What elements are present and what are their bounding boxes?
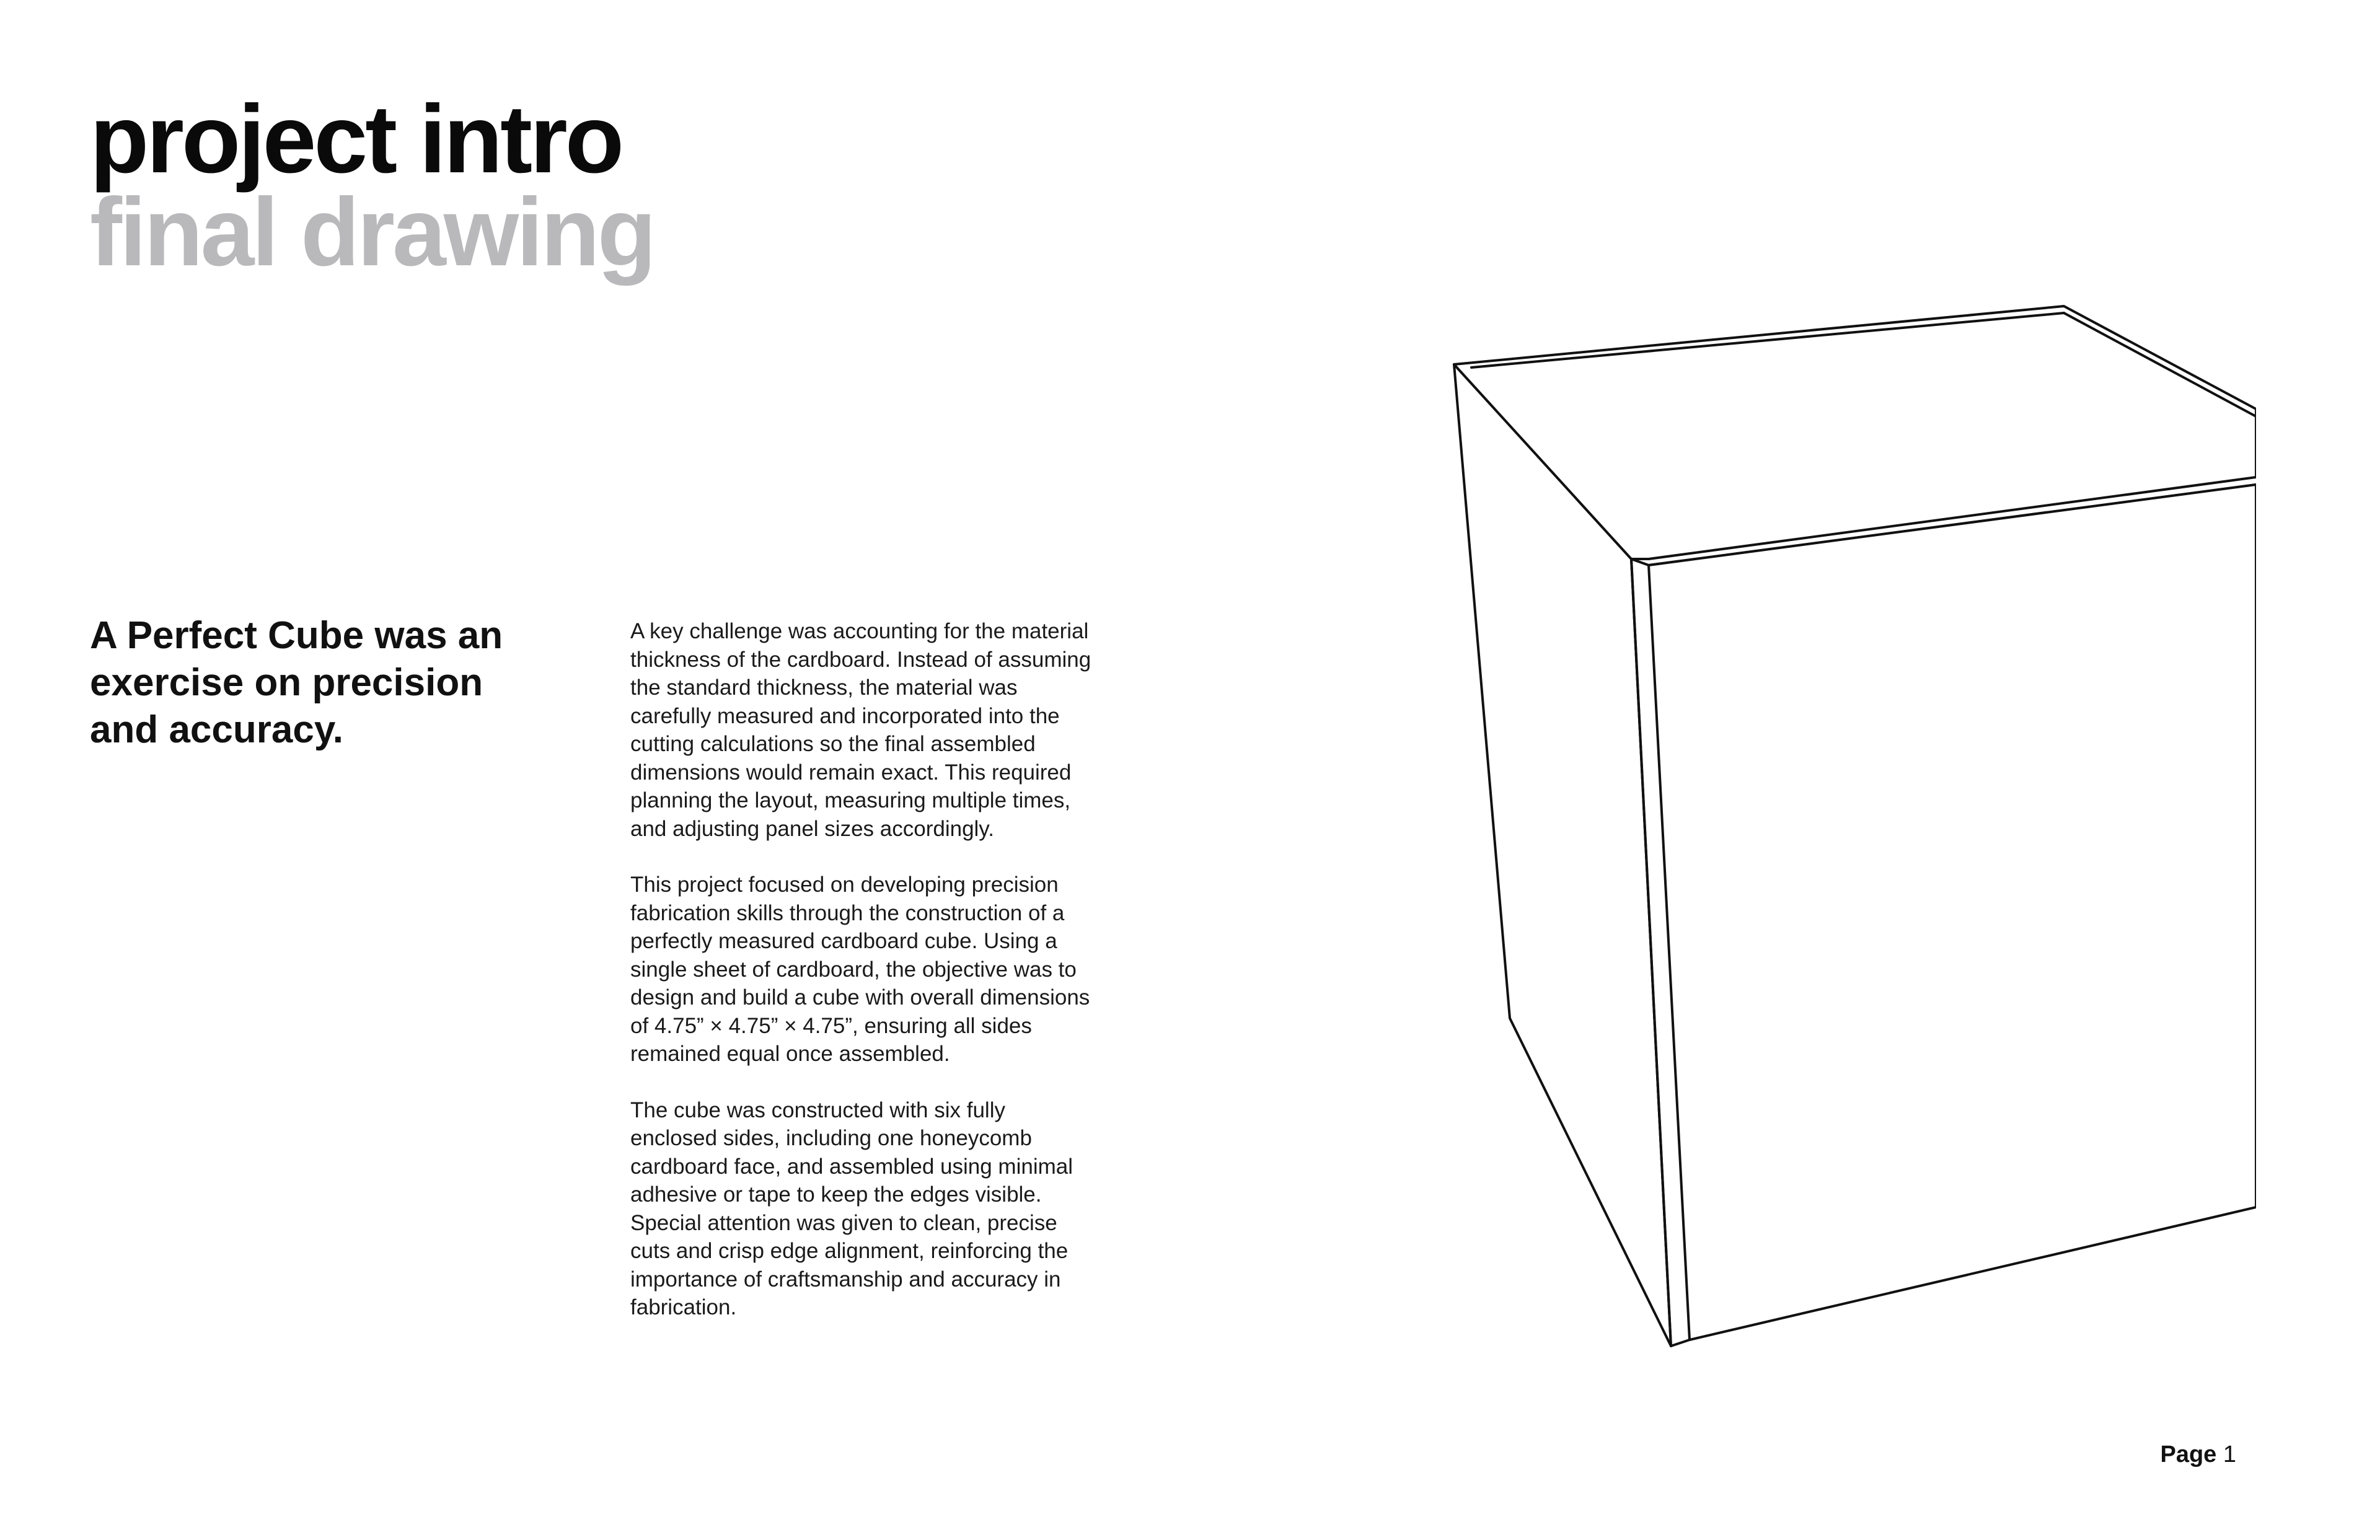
page-number-value: 1 [2223, 1441, 2236, 1467]
page-subtitle: final drawing [90, 178, 654, 286]
body-paragraph-2: This project focused on developing precision fabrication skills through the construction of a perfectly measured cardboard cube. Using a single sheet of cardboard, the objective was to design and build a cube with overall dimensions of 4.75” × 4.75” × 4.75”, ensuring all sides remained equal once assembled. [630, 873, 1090, 1066]
lead-statement: A Perfect Cube was an exercise on precision and accuracy. [90, 614, 503, 751]
body-paragraph-1: A key challenge was accounting for the material thickness of the cardboard. Instead of assuming the standard thickness, the material was carefully measured and incorporated into the cutting calculations so the final assembled dimensions would remain exact. This required planning the layout, measuring multiple times, and adjusting panel sizes accordingly. [630, 619, 1091, 841]
page-title: project intro [90, 86, 622, 193]
cube-front-face [1631, 485, 2256, 1346]
cube-line-drawing [1426, 291, 2256, 1363]
body-copy [630, 617, 1095, 1350]
title-block [90, 86, 654, 286]
body-paragraph-3: The cube was constructed with six fully enclosed sides, including one honeycomb cardboard face, and assembled using minimal adhesive or tape to keep the edges visible. Special attention was given to clean, precise cuts and crisp edge alignment, reinforcing the importance of craftsmanship and accuracy in fabrication. [630, 1098, 1073, 1319]
page-number [2160, 1441, 2236, 1468]
page-label: Page [2160, 1441, 2217, 1467]
